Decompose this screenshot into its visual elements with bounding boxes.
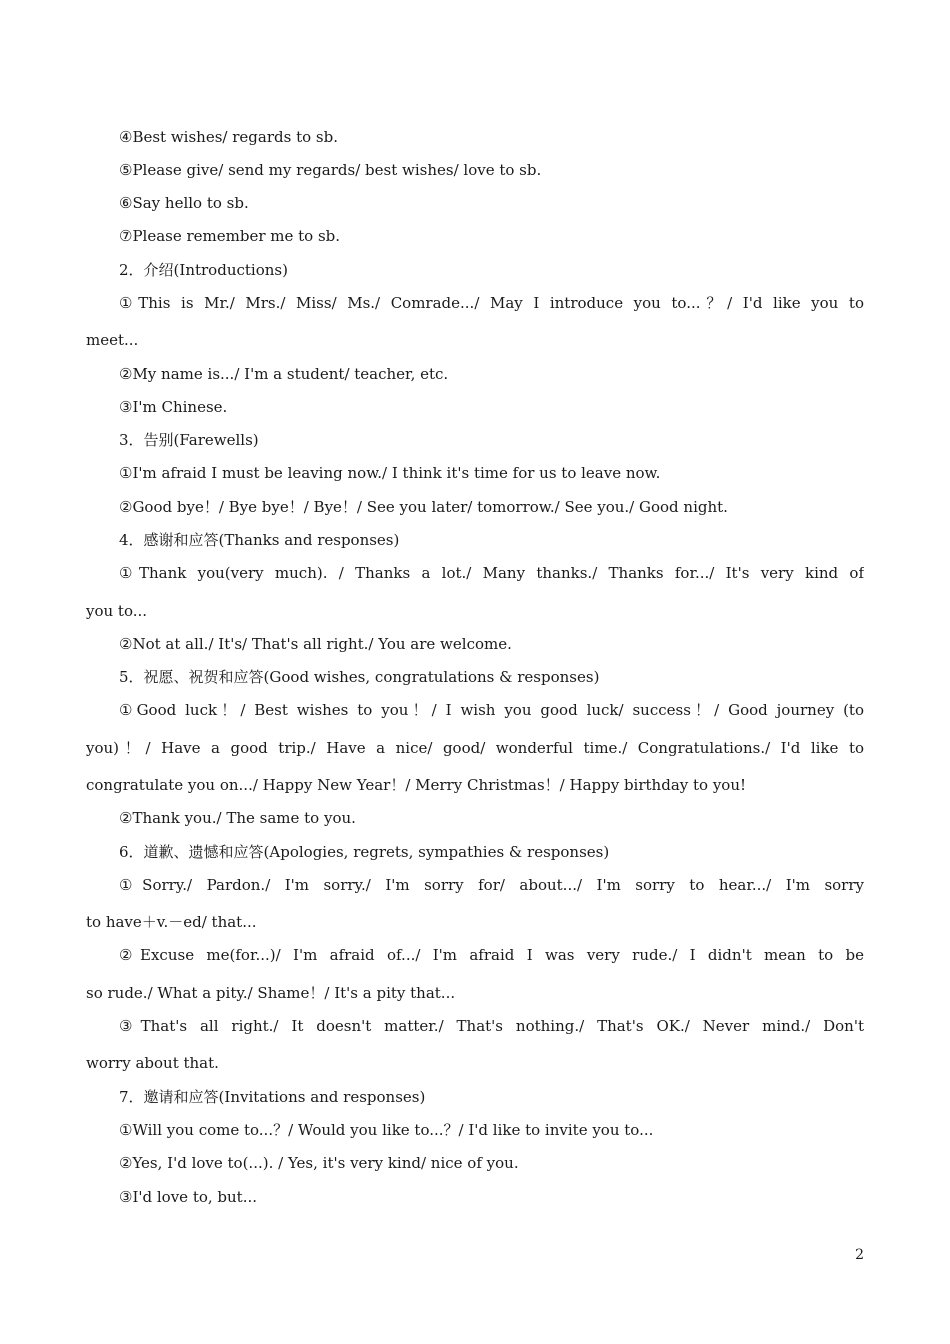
text-line: congratulate you on.../ Happy New Year！/ Merry Christmas！/ Happy birthday to you!	[86, 776, 747, 794]
text-line: worry about that.	[86, 1054, 219, 1072]
text-line: so rude./ What a pity./ Shame！/ It's a pity that...	[86, 984, 456, 1002]
text-line: ②Good bye！/ Bye bye！/ Bye！/ See you later/ tomorrow./ See you./ Good night.	[119, 498, 728, 516]
section-heading: 5．祝愿、祝贺和应答(Good wishes, congratulations & responses)	[119, 668, 600, 686]
section-heading: 2．介绍(Introductions)	[119, 261, 288, 279]
text-line: ①Will you come to...？/ Would you like to...？/ I'd like to invite you to...	[119, 1121, 654, 1139]
text-line: ①Good luck！/ Best wishes to you！/ I wish you good luck/ success！/ Good journey (to	[119, 701, 864, 719]
text-line: ②Thank you./ The same to you.	[119, 809, 356, 827]
text-line: ③I'm Chinese.	[119, 398, 228, 416]
text-line: ⑦Please remember me to sb.	[119, 227, 341, 245]
section-heading: 3．告别(Farewells)	[119, 431, 259, 449]
text-line: ①This is Mr./ Mrs./ Miss/ Ms./ Comrade.../ May I introduce you to...？/ I'd like you to	[119, 294, 864, 312]
section-heading: 4．感谢和应答(Thanks and responses)	[119, 531, 400, 549]
text-line: meet...	[86, 331, 139, 349]
section-heading: 7．邀请和应答(Invitations and responses)	[119, 1088, 426, 1106]
text-line: ③I'd love to, but...	[119, 1188, 258, 1206]
text-line: ②Excuse me(for...)/ I'm afraid of.../ I'm afraid I was very rude./ I didn't mean to be	[119, 946, 864, 964]
text-line: ④Best wishes/ regards to sb.	[119, 128, 338, 146]
text-line: ⑤Please give/ send my regards/ best wishes/ love to sb.	[119, 161, 542, 179]
text-line: ①Sorry./ Pardon./ I'm sorry./ I'm sorry for/ about.../ I'm sorry to hear.../ I'm sorry	[119, 876, 864, 894]
text-line: you to...	[86, 602, 148, 620]
text-line: ①I'm afraid I must be leaving now./ I think it's time for us to leave now.	[119, 464, 661, 482]
text-line: ②My name is.../ I'm a student/ teacher, etc.	[119, 365, 449, 383]
page-number: 2	[855, 1247, 864, 1263]
text-line: ⑥Say hello to sb.	[119, 194, 249, 212]
text-line: ②Yes, I'd love to(...). / Yes, it's very kind/ nice of you.	[119, 1154, 519, 1172]
text-line: ③That's all right./ It doesn't matter./ That's nothing./ That's OK./ Never mind./ Don't	[119, 1017, 864, 1035]
text-line: ①Thank you(very much). / Thanks a lot./ Many thanks./ Thanks for.../ It's very kind of	[119, 564, 864, 582]
text-line: ②Not at all./ It's/ That's all right./ You are welcome.	[119, 635, 512, 653]
text-line: to have＋v.－ed/ that...	[86, 913, 257, 931]
section-heading: 6．道歉、遗憾和应答(Apologies, regrets, sympathies & responses)	[119, 843, 610, 861]
text-line: you)！/ Have a good trip./ Have a nice/ good/ wonderful time./ Congratulations./ I'd like to	[86, 739, 864, 757]
